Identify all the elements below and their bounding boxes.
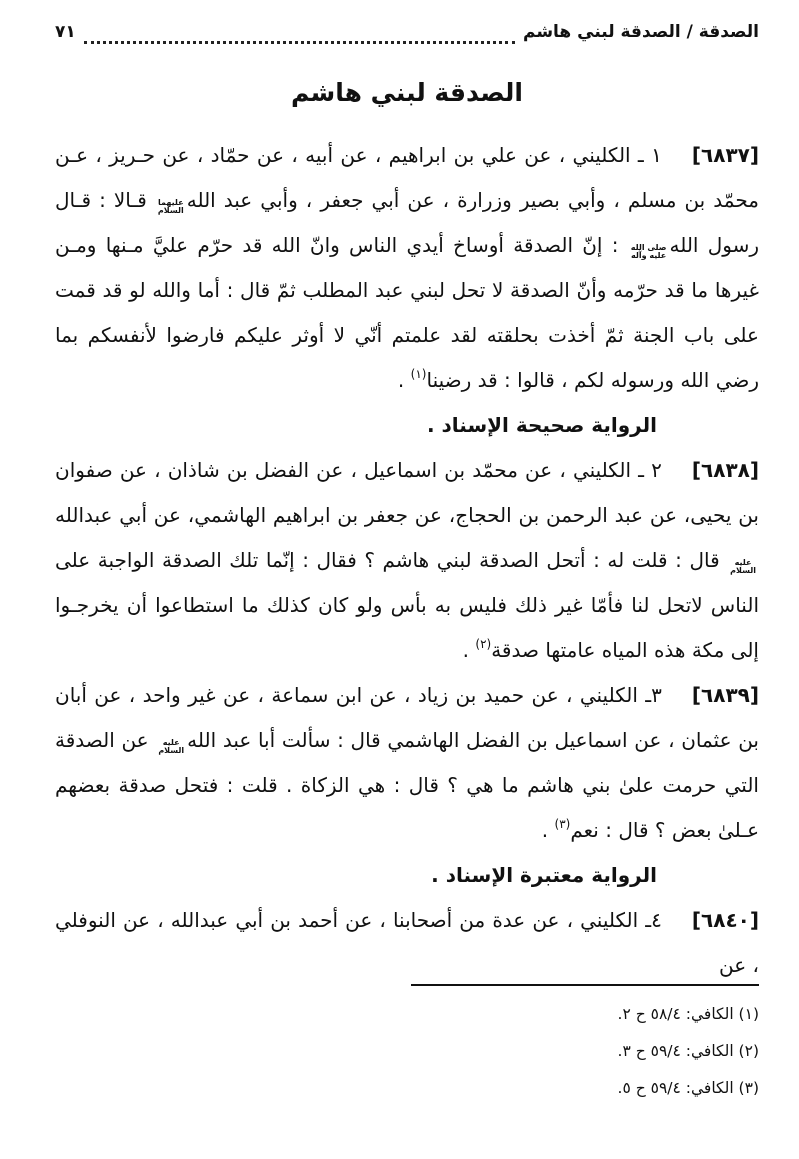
hadith-text-segment: ١ ـ الكليني ، عن علي بن ابراهيم ، عن أبيه ، عن حمّاد ، عن حـريز ، عـن محمّد بن مسلم ، وأبي بصير وزرارة ، عن أبي جعفر ، وأبي عبد الله [55, 143, 759, 212]
hadith-entry-6838 [55, 448, 759, 673]
hadith-text-segment: ٢ ـ الكليني ، عن محمّد بن اسماعيل ، عن الفضل بن شاذان ، عن صفوان بن يحيى، عن عبد الرحمن بن الحجاج، عن جعفر بن ابراهيم الهاشمي، عن أبي عبدالله [55, 458, 759, 527]
hadith-text-segment: قـالا : قـال رسول الله [55, 188, 760, 257]
hadith-text-segment: قال : قلت له : أتحل الصدقة لبني هاشم ؟ فقال : إنّما تلك الصدقة الواجبة على الناس لاتحل لنا فأمّا غير ذلك فليس به بأس ولو كان كذلك ما استطاعوا أن يخرجـوا إلى مكة هذه المياه عامتها صدقة [55, 548, 759, 662]
isnad-grade-line: الرواية صحيحة الإسناد . [426, 413, 657, 437]
hadith-ref-number: [٦٨٤٠] [691, 908, 759, 932]
honorific-line-top: عليه [734, 558, 752, 567]
honorific-line-bottom: السلام [730, 566, 756, 575]
hadith-text-segment: ٣ـ الكليني ، عن حميد بن زياد ، عن ابن سماعة ، عن غير واحد ، عن أبان بن عثمان ، عن اسماعيل بن الفضل الهاشمي قال : سألت أبا عبد الله [55, 683, 760, 752]
hadith-ref-number: [٦٨٣٨] [691, 458, 759, 482]
honorific-line-bottom: السلام [157, 206, 184, 215]
honorific-seal [158, 739, 184, 755]
hadith-text-tail: . [397, 368, 411, 392]
footnote-marker: (١) [410, 367, 427, 381]
hadith-text-tail: . [462, 638, 476, 662]
section-title: الصدقة لبني هاشم [291, 78, 523, 107]
header-dotted-leader [84, 31, 515, 44]
footnote-line: (٢) الكافي: ٥٩/٤ ح ٣. [617, 1042, 759, 1060]
footnote-marker: (٣) [554, 817, 571, 831]
hadith-text-segment: : إنّ الصدقة أوساخ أيدي الناس وانّ الله قد حرّم عليَّ مـنها ومـن غيرها ما قد حرّمه وأنّ الصدقة لا تحل لبني عبد المطلب ثمّ قال : أما والله لو قد قمت على باب الجنة ثمّ أخذت بحلقته لقد علمتم أنّي لا أوثر عليكم فارضوا لأنفسكم بما رضي الله ورسوله لكم ، قالوا : قد رضينا [55, 233, 759, 392]
hadith-ref-number: [٦٨٣٧] [691, 143, 759, 167]
hadith-text-segment: ٤ـ الكليني ، عن عدة من أصحابنا ، عن أحمد بن أبي عبدالله ، عن النوفلي ، عن [55, 908, 759, 977]
honorific-seal [158, 199, 184, 215]
header-chapter-title: الصدقة / الصدقة لبني هاشم [522, 22, 759, 42]
hadith-entry-6839 [55, 673, 759, 853]
hadith-text-tail: . [541, 818, 555, 842]
footnote-marker: (٢) [475, 637, 492, 651]
body-text [55, 133, 759, 988]
honorific-line-bottom: السلام [158, 746, 185, 755]
header-page-number: ٧١ [55, 22, 76, 42]
honorific-line-top: عليهما [157, 198, 184, 207]
footnotes-block [55, 984, 759, 1107]
honorific-line-top: صلى الله [630, 243, 667, 252]
footnote-line: (٣) الكافي: ٥٩/٤ ح ٥. [617, 1079, 759, 1097]
honorific-line-bottom: عليه وآله [631, 251, 667, 260]
honorific-line-top: عليه [162, 738, 180, 747]
honorific-seal [631, 244, 667, 260]
footnote-separator-rule [411, 984, 759, 986]
hadith-ref-number: [٦٨٣٩] [691, 683, 759, 707]
footnote-line: (١) الكافي: ٥٨/٤ ح ٢. [617, 1005, 759, 1023]
hadith-text-segment: عن الصدقة التي حرمت علىٰ بني هاشم ما هي ؟ قال : هي الزكاة . قلت : فتحل صدقة بعضهم عـلىٰ بعض ؟ قال : نعم [55, 728, 759, 842]
isnad-grade-line: الرواية معتبرة الإسناد . [431, 863, 657, 887]
hadith-entry-6840 [55, 898, 759, 988]
hadith-entry-6837 [55, 133, 759, 403]
honorific-seal [730, 559, 756, 575]
running-header [55, 14, 759, 44]
